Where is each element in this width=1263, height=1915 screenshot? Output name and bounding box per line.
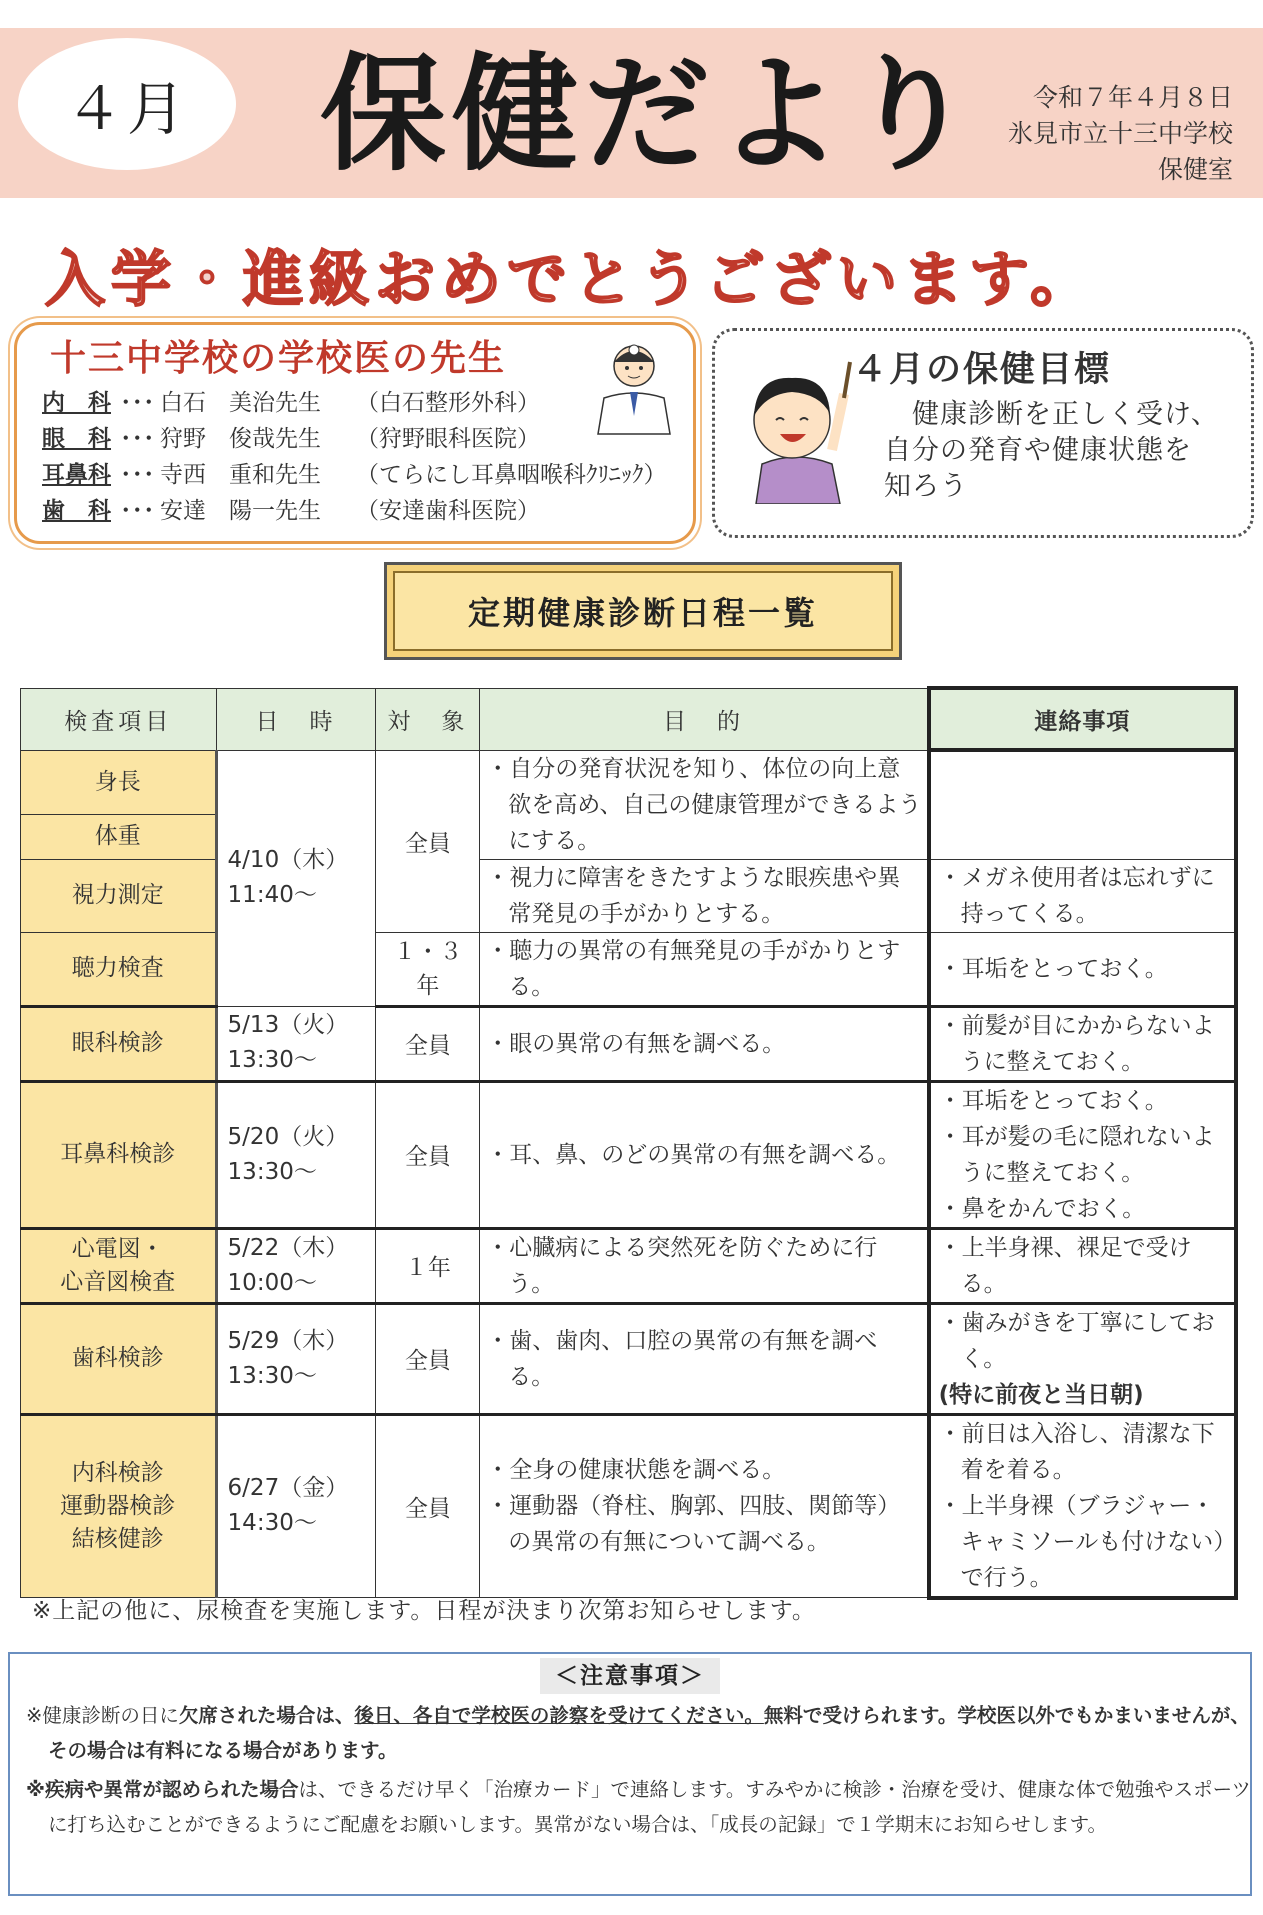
caution-text-bold: 無料で受けられます。学校医以外でもかまいませんが、その場合は有料になる場合があります。 [48, 1704, 1250, 1762]
contact-cell [929, 859, 1236, 932]
purpose-cell [480, 750, 929, 859]
doctor-name: 白石 美治先生 [160, 390, 321, 416]
doctor-dept: 眼 科 [42, 426, 111, 452]
contact-cell [929, 1228, 1236, 1303]
target-text: １・３ [393, 938, 463, 965]
contact-note: (特に前夜と当日朝) [938, 1381, 1144, 1408]
doctor-illustration [590, 336, 678, 436]
table-row [21, 1414, 1237, 1598]
target-cell [376, 932, 480, 1006]
time-text: 13:30～ [227, 1158, 317, 1185]
item-text: 運動器検診 [60, 1492, 176, 1519]
contact-text: ・前髪が目にかからないように整えておく。 [938, 1012, 1215, 1075]
target-text: 年 [416, 972, 440, 999]
header-item: 検査項目 [21, 688, 217, 750]
doctor-row [42, 420, 540, 453]
doctor-clinic: （白石整形外科） [356, 390, 540, 416]
contact-text: ・耳が髪の毛に隠れないように整えておく。 [938, 1123, 1215, 1186]
item-text: 心電図・ [71, 1235, 164, 1262]
item-eye-exam: 眼科検診 [21, 1006, 217, 1081]
time-text: 10:00～ [227, 1269, 317, 1296]
date-cell [216, 1006, 376, 1081]
header-contact: 連絡事項 [929, 688, 1236, 750]
caution-text-underline: 後日、各自で学校医の診察を受けてください。 [354, 1704, 764, 1727]
doctor-sep: ･･･ [120, 462, 155, 488]
purpose-cell [480, 1228, 929, 1303]
caution-paragraph [26, 1772, 1253, 1842]
doctor-dept: 内 科 [42, 390, 111, 416]
purpose-text: ・歯、歯肉、口腔の異常の有無を調べる。 [486, 1327, 878, 1390]
contact-text: ・耳垢をとっておく。 [938, 1087, 1168, 1114]
item-vision: 視力測定 [21, 859, 217, 932]
date-text: 5/29（木） [227, 1327, 349, 1354]
caution-text-bold: ※疾病や異常が認められた場合 [26, 1778, 299, 1801]
item-medical-exam [21, 1414, 217, 1598]
issuer-office: 保健室 [1157, 155, 1233, 184]
item-text: 内科検診 [71, 1459, 164, 1486]
item-height: 身長 [21, 750, 217, 815]
target-cell: 全員 [376, 1006, 480, 1081]
doctor-sep: ･･･ [120, 390, 155, 416]
purpose-text: ・心臓病による突然死を防ぐために行う。 [486, 1234, 878, 1297]
time-text: 11:40～ [227, 882, 317, 908]
date-text: 5/20（火） [227, 1123, 349, 1150]
health-checkup-schedule-table [20, 686, 1238, 1600]
doctor-row [42, 492, 540, 525]
contact-text: ・メガネ使用者は忘れずに持ってくる。 [938, 864, 1215, 927]
issue-date: 令和７年４月８日 [1032, 83, 1233, 112]
congrats-headline: 入学・進級おめでとうございます。 [45, 245, 1097, 315]
date-cell [216, 1303, 376, 1414]
header-date: 日 時 [216, 688, 376, 750]
purpose-text: ・自分の発育状況を知り、体位の向上意欲を高め、自己の健康管理ができるようにする。 [486, 755, 922, 854]
time-text: 13:30～ [227, 1362, 317, 1389]
doctor-sep: ･･･ [120, 498, 155, 524]
purpose-cell [480, 1081, 929, 1228]
doctor-dept: 歯 科 [42, 498, 111, 524]
item-weight: 体重 [21, 815, 217, 859]
contact-cell [929, 1303, 1236, 1414]
doctor-name: 狩野 俊哉先生 [160, 426, 321, 452]
goal-line: 知ろう [884, 471, 968, 502]
table-row [21, 1228, 1237, 1303]
time-text: 14:30～ [227, 1510, 317, 1537]
goal-line: 健康診断を正しく受け、 [912, 399, 1219, 430]
table-row [21, 859, 1237, 932]
date-text: 5/22（木） [227, 1234, 349, 1261]
purpose-cell [480, 1303, 929, 1414]
contact-cell [929, 932, 1236, 1006]
date-cell [216, 1228, 376, 1303]
urinalysis-note: ※上記の他に、尿検査を実施します。日程が決まり次第お知らせします。 [32, 1598, 816, 1624]
purpose-text: ・視力に障害をきたすような眼疾患や異常発見の手がかりとする。 [486, 864, 901, 927]
date-cell [216, 750, 376, 1006]
doctor-sep: ･･･ [120, 426, 155, 452]
table-row [21, 932, 1237, 1006]
time-text: 13:30～ [227, 1047, 317, 1073]
newsletter-title: 保健だより [320, 41, 980, 188]
school-doctors-title: 十三中学校の学校医の先生 [50, 338, 507, 379]
contact-text: ・上半身裸、裸足で受ける。 [938, 1234, 1192, 1297]
purpose-text: ・眼の異常の有無を調べる。 [486, 1030, 786, 1057]
date-text: 5/13（火） [227, 1012, 349, 1038]
contact-cell [929, 750, 1236, 859]
doctor-name: 寺西 重和先生 [160, 462, 321, 488]
contact-cell [929, 1081, 1236, 1228]
item-text: 心音図検査 [60, 1268, 176, 1295]
item-dental-exam: 歯科検診 [21, 1303, 217, 1414]
doctor-clinic: （安達歯科医院） [356, 498, 540, 524]
contact-cell [929, 1414, 1236, 1598]
contact-cell [929, 1006, 1236, 1081]
purpose-text: ・耳、鼻、のどの異常の有無を調べる。 [486, 1141, 901, 1168]
caution-text: は、できるだけ早く「治療カード」で連絡します。すみやかに検診・治療を受け、健康な体で勉強やスポーツに打ち込むことができるようにご配慮をお願いします。異常がない場合は、「成長の記録」で１学期末にお知らせします。 [48, 1778, 1251, 1836]
purpose-text: ・聴力の異常の有無発見の手がかりとする。 [486, 937, 901, 1000]
contact-text: ・前日は入浴し、清潔な下着を着る。 [938, 1420, 1215, 1483]
contact-text: ・上半身裸（ブラジャー・キャミソールも付けない）で行う。 [938, 1492, 1225, 1591]
caution-text: ※健康診断の日に [26, 1704, 179, 1727]
purpose-text: ・運動器（脊柱、胸郭、四肢、関節等）の異常の有無について調べる。 [486, 1493, 901, 1556]
date-cell [216, 1081, 376, 1228]
doctor-clinic: （狩野眼科医院） [356, 426, 540, 452]
issuer-block [1008, 80, 1233, 188]
header-target: 対 象 [376, 688, 480, 750]
purpose-cell [480, 859, 929, 932]
target-cell: １年 [376, 1228, 480, 1303]
caution-title: ＜注意事項＞ [540, 1658, 720, 1694]
issuer-school: 氷見市立十三中学校 [1007, 119, 1233, 148]
date-text: 6/27（金） [227, 1475, 349, 1502]
target-cell: 全員 [376, 750, 480, 932]
contact-text: ・鼻をかんでおく。 [938, 1195, 1146, 1222]
doctor-name: 安達 陽一先生 [160, 498, 321, 524]
item-text: 結核健診 [71, 1525, 164, 1552]
doctor-clinic: （てらにし耳鼻咽喉科ｸﾘﾆｯｸ） [356, 462, 667, 488]
date-text: 4/10（木） [227, 847, 349, 873]
contact-text: ・歯みがきを丁寧にしておく。 [938, 1309, 1215, 1372]
doctor-dept: 耳鼻科 [42, 462, 111, 488]
caution-paragraph [26, 1698, 1253, 1768]
header-purpose: 目 的 [480, 688, 929, 750]
goal-line: 自分の発育や健康状態を [884, 435, 1192, 466]
student-illustration [736, 354, 856, 504]
doctor-row [42, 384, 540, 417]
schedule-title: 定期健康診断日程一覧 [384, 562, 902, 660]
date-cell [216, 1414, 376, 1598]
purpose-cell [480, 1414, 929, 1598]
item-ent-exam: 耳鼻科検診 [21, 1081, 217, 1228]
contact-text: ・耳垢をとっておく。 [938, 955, 1168, 982]
purpose-text: ・全身の健康状態を調べる。 [486, 1457, 786, 1484]
item-ecg-exam [21, 1228, 217, 1303]
caution-text-bold: 欠席された場合は、 [178, 1704, 355, 1727]
purpose-cell [480, 1006, 929, 1081]
table-row [21, 1303, 1237, 1414]
table-header-row [21, 688, 1237, 750]
target-cell: 全員 [376, 1081, 480, 1228]
target-cell: 全員 [376, 1303, 480, 1414]
month-badge: ４月 [18, 38, 236, 170]
table-row [21, 1081, 1237, 1228]
table-row [21, 750, 1237, 815]
health-goal-title: ４月の保健目標 [852, 350, 1112, 390]
item-hearing: 聴力検査 [21, 932, 217, 1006]
doctor-row [42, 456, 667, 489]
purpose-cell [480, 932, 929, 1006]
table-row [21, 1006, 1237, 1081]
target-cell: 全員 [376, 1414, 480, 1598]
